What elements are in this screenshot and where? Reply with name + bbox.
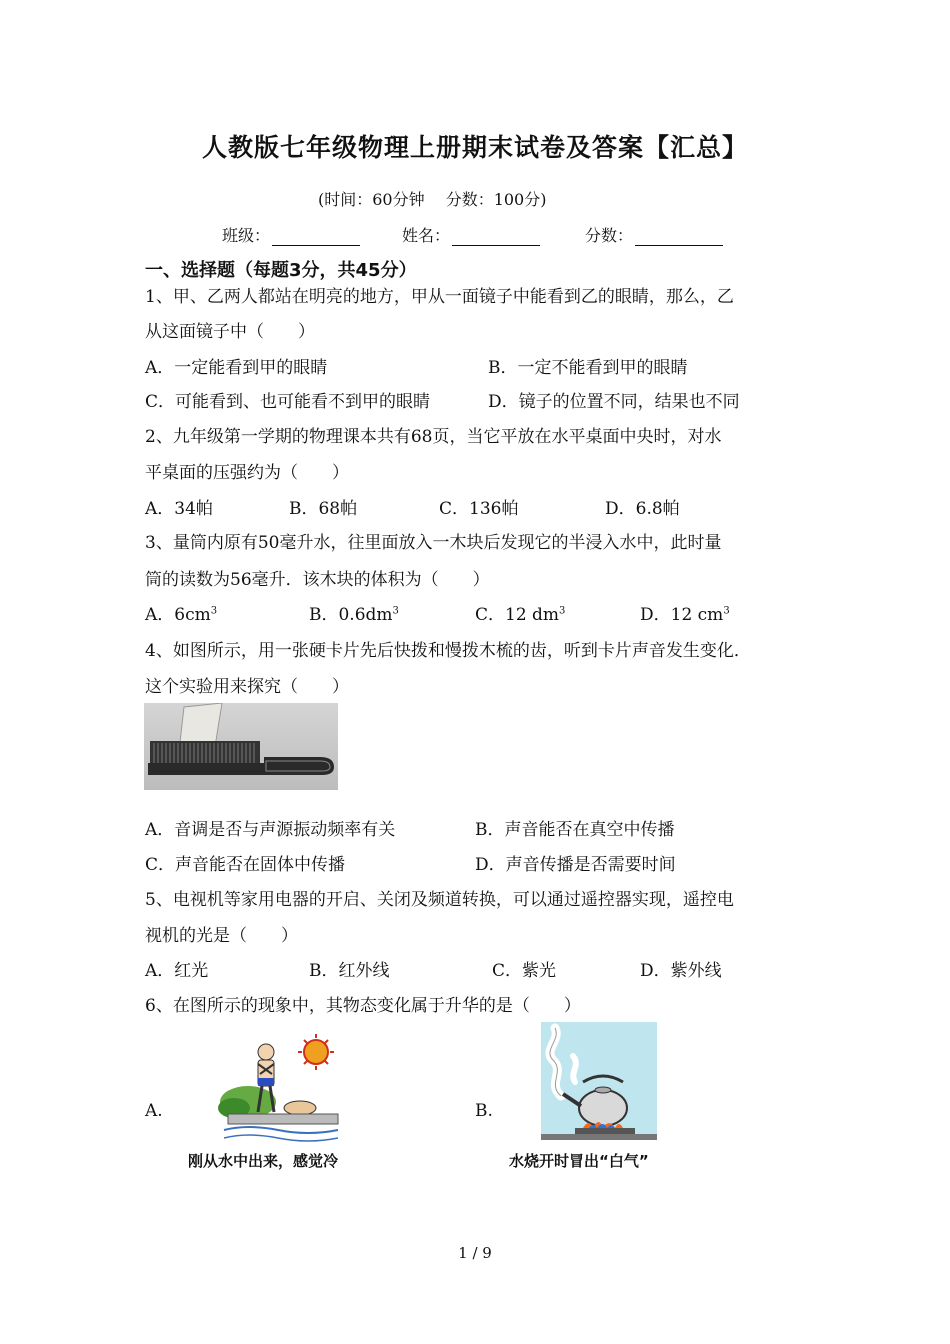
q4-option-b: B．声音能否在真空中传播 <box>475 820 675 840</box>
q3-line2: 筒的读数为56毫升．该木块的体积为（ ） <box>145 570 490 590</box>
q4-line2: 这个实验用来探究（ ） <box>145 677 349 697</box>
q3-option-d: D．12 $cm^3$ <box>640 605 730 625</box>
q5-option-c: C．紫光 <box>492 961 557 981</box>
caption-a: 刚从水中出来，感觉冷 <box>188 1152 339 1170</box>
page-title: 人教版七年级物理上册期末试卷及答案【汇总】 <box>201 133 748 162</box>
q3-option-a: A．$6cm^3$ <box>145 605 218 625</box>
swimmer-figure <box>188 1030 368 1175</box>
section-heading: 一、选择题（每题3分，共45分） <box>145 260 417 281</box>
q2-line1: 2、九年级第一学期的物理课本共有68页，当它平放在水平桌面中央时，对水 <box>145 427 722 447</box>
q2-option-d: D．6.8帕 <box>605 499 680 519</box>
score-label: 分数： <box>585 226 634 245</box>
q4-option-a: A．音调是否与声源振动频率有关 <box>145 820 396 840</box>
score-blank <box>635 227 723 246</box>
q6-option-b: B. <box>475 1101 493 1121</box>
q5-option-d: D．紫外线 <box>640 961 722 981</box>
q4-option-c: C．声音能否在固体中传播 <box>145 855 346 875</box>
page-number: 1 / 9 <box>458 1244 492 1262</box>
class-blank <box>272 227 360 246</box>
q5-option-a: A．红光 <box>145 961 209 981</box>
class-field <box>222 223 360 246</box>
q5-line1: 5、电视机等家用电器的开启、关闭及频道转换，可以通过遥控器实现，遥控电 <box>145 890 734 910</box>
q5-line2: 视机的光是（ ） <box>145 926 298 946</box>
q1-option-a: A．一定能看到甲的眼睛 <box>145 358 328 378</box>
name-label: 姓名： <box>402 226 451 245</box>
q3-option-b: B．$0.6dm^3$ <box>309 605 399 625</box>
q2-option-a: A．34帕 <box>145 499 213 519</box>
q1-option-d: D．镜子的位置不同，结果也不同 <box>488 392 740 412</box>
q6-line1: 6、在图所示的现象中，其物态变化属于升华的是（ ） <box>145 996 581 1016</box>
q1-option-b: B．一定不能看到甲的眼睛 <box>488 358 688 378</box>
comb-figure <box>144 703 338 790</box>
q4-line1: 4、如图所示，用一张硬卡片先后快拨和慢拨木梳的齿，听到卡片声音发生变化． <box>145 641 751 661</box>
name-blank <box>452 227 540 246</box>
q1-line1: 1、甲、乙两人都站在明亮的地方，甲从一面镜子中能看到乙的眼睛，那么，乙 <box>145 287 734 307</box>
class-label: 班级： <box>222 226 271 245</box>
q3-line1: 3、量筒内原有50毫升水，往里面放入一木块后发现它的半浸入水中，此时量 <box>145 533 722 553</box>
name-field <box>402 223 540 246</box>
q1-option-c: C．可能看到、也可能看不到甲的眼睛 <box>145 392 431 412</box>
kettle-figure <box>503 1022 663 1172</box>
q6-option-a: A. <box>145 1101 163 1121</box>
q1-line2: 从这面镜子中（ ） <box>145 322 315 342</box>
q5-option-b: B．红外线 <box>309 961 390 981</box>
q2-option-b: B．68帕 <box>289 499 358 519</box>
caption-b: 水烧开时冒出“白气” <box>509 1152 649 1170</box>
score-field <box>585 223 723 246</box>
exam-info: (时间：60分钟 分数：100分) <box>318 190 547 209</box>
q3-option-c: C．12 $dm^3$ <box>475 605 566 625</box>
q2-line2: 平桌面的压强约为（ ） <box>145 463 349 483</box>
q4-option-d: D．声音传播是否需要时间 <box>475 855 676 875</box>
q2-option-c: C．136帕 <box>439 499 519 519</box>
